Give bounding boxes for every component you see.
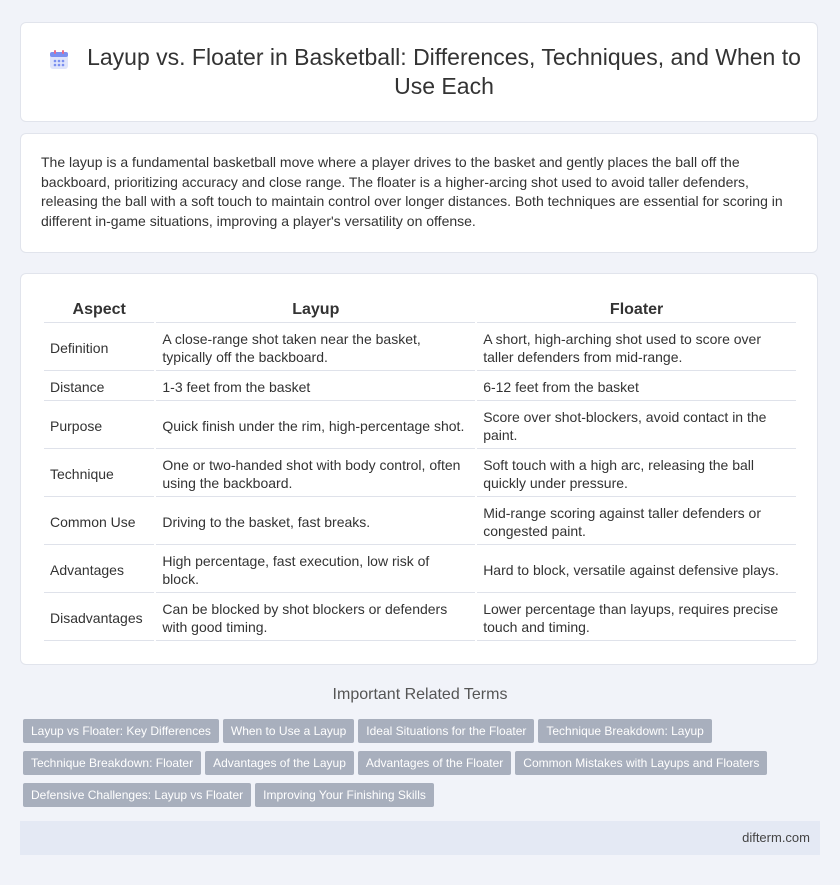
- row-aspect: Purpose: [44, 403, 154, 449]
- comparison-card: [20, 273, 818, 665]
- row-floater: Soft touch with a high arc, releasing the ball quickly under pressure.: [477, 451, 796, 497]
- comparison-table: [42, 294, 798, 643]
- related-terms-list: [23, 719, 813, 815]
- related-term-tag[interactable]: When to Use a Layup: [223, 719, 354, 743]
- related-term-tag[interactable]: Advantages of the Floater: [358, 751, 511, 775]
- row-layup: One or two-handed shot with body control, often using the backboard.: [156, 451, 475, 497]
- header-floater: Floater: [477, 296, 796, 323]
- row-floater: Lower percentage than layups, requires precise touch and timing.: [477, 595, 796, 641]
- row-layup: Can be blocked by shot blockers or defenders with good timing.: [156, 595, 475, 641]
- row-aspect: Advantages: [44, 547, 154, 593]
- intro-card: [20, 133, 818, 253]
- row-floater: Mid-range scoring against taller defenders or congested paint.: [477, 499, 796, 545]
- row-layup: High percentage, fast execution, low risk of block.: [156, 547, 475, 593]
- footer-site-link[interactable]: difterm.com: [742, 830, 810, 845]
- table-row: [44, 595, 796, 641]
- related-term-tag[interactable]: Defensive Challenges: Layup vs Floater: [23, 783, 251, 807]
- table-row: [44, 547, 796, 593]
- row-aspect: Disadvantages: [44, 595, 154, 641]
- row-floater: Hard to block, versatile against defensive plays.: [477, 547, 796, 593]
- header-aspect: Aspect: [44, 296, 154, 323]
- title-card: [20, 22, 818, 122]
- related-term-tag[interactable]: Ideal Situations for the Floater: [358, 719, 534, 743]
- row-floater: A short, high-arching shot used to score over taller defenders from mid-range.: [477, 325, 796, 371]
- row-aspect: Common Use: [44, 499, 154, 545]
- row-floater: 6-12 feet from the basket: [477, 373, 796, 401]
- related-term-tag[interactable]: Advantages of the Layup: [205, 751, 354, 775]
- row-aspect: Distance: [44, 373, 154, 401]
- related-term-tag[interactable]: Technique Breakdown: Floater: [23, 751, 201, 775]
- footer: [20, 821, 820, 855]
- row-aspect: Technique: [44, 451, 154, 497]
- related-term-tag[interactable]: Improving Your Finishing Skills: [255, 783, 434, 807]
- row-layup: A close-range shot taken near the basket, typically off the backboard.: [156, 325, 475, 371]
- calendar-icon: [48, 49, 70, 71]
- table-row: [44, 451, 796, 497]
- row-layup: Driving to the basket, fast breaks.: [156, 499, 475, 545]
- row-layup: 1-3 feet from the basket: [156, 373, 475, 401]
- page-title: Layup vs. Floater in Basketball: Differences, Techniques, and When to Use Each: [87, 44, 801, 99]
- related-term-tag[interactable]: Technique Breakdown: Layup: [538, 719, 711, 743]
- row-layup: Quick finish under the rim, high-percentage shot.: [156, 403, 475, 449]
- table-row: [44, 373, 796, 401]
- row-floater: Score over shot-blockers, avoid contact in the paint.: [477, 403, 796, 449]
- related-term-tag[interactable]: Common Mistakes with Layups and Floaters: [515, 751, 767, 775]
- related-terms-heading: Important Related Terms: [332, 686, 508, 703]
- related-term-tag[interactable]: Layup vs Floater: Key Differences: [23, 719, 219, 743]
- table-row: [44, 325, 796, 371]
- row-aspect: Definition: [44, 325, 154, 371]
- table-row: [44, 403, 796, 449]
- intro-paragraph: The layup is a fundamental basketball move where a player drives to the basket and gently places the ball off the backboard, prioritizing accuracy and close range. The floater is a higher-arcing shot used to avoid taller defenders, releasing the ball with a soft touch to maintain control over longer distances. Both techniques are essential for scoring in different in-game situations, improving a player's versatility on offense.: [41, 154, 783, 229]
- table-row: [44, 499, 796, 545]
- header-layup: Layup: [156, 296, 475, 323]
- table-header-row: [44, 296, 796, 323]
